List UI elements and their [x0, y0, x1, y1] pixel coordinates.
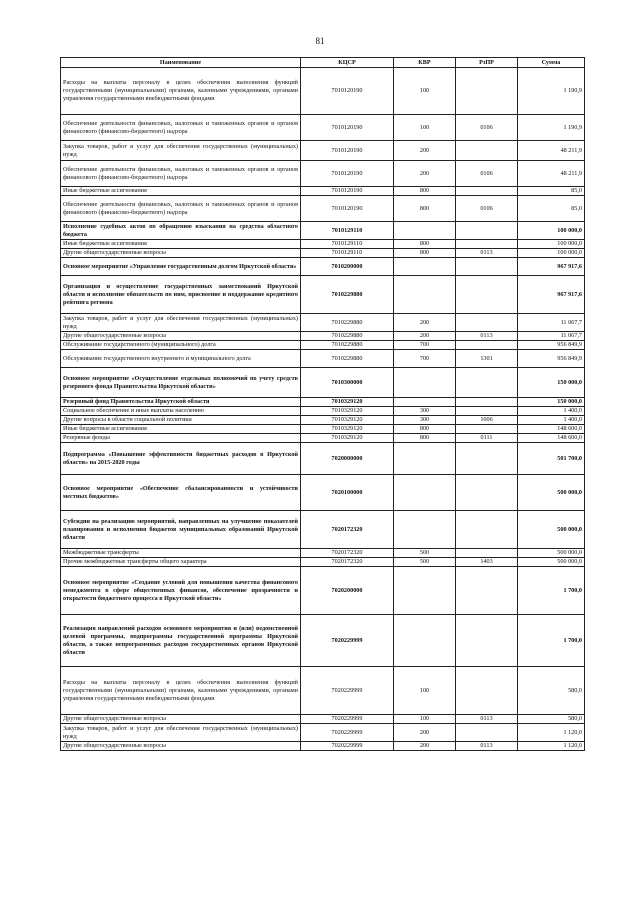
cell-kvr	[394, 511, 456, 549]
table-row	[61, 161, 585, 187]
cell-sum: 500 000,0	[518, 549, 585, 558]
cell-rzpr	[456, 276, 518, 314]
cell-sum: 11 067,7	[518, 332, 585, 341]
cell-rzpr	[456, 667, 518, 715]
cell-sum: 500 000,0	[518, 558, 585, 567]
table-row	[61, 742, 585, 751]
cell-kvr: 200	[394, 742, 456, 751]
table-row	[61, 425, 585, 434]
cell-name: Обеспечение деятельности финансовых, налоговых и таможенных органов и органов финансового (финансово-бюджетного) надзора	[61, 161, 301, 187]
cell-sum: 85,0	[518, 187, 585, 196]
table-row	[61, 314, 585, 332]
table-row	[61, 549, 585, 558]
table-row	[61, 240, 585, 249]
cell-rzpr: 1301	[456, 350, 518, 368]
cell-rzpr: 0113	[456, 332, 518, 341]
cell-sum: 500 000,0	[518, 511, 585, 549]
table-row	[61, 350, 585, 368]
cell-name: Подпрограмма «Повышение эффективности бюджетных расходов в Иркутской области» на 2015-2020 годы	[61, 443, 301, 475]
table-row	[61, 341, 585, 350]
cell-sum: 48 211,9	[518, 161, 585, 187]
table-body	[61, 68, 585, 751]
table-row	[61, 68, 585, 115]
col-header-rzpr: РзПР	[456, 58, 518, 68]
cell-sum: 100 000,0	[518, 222, 585, 240]
cell-kvr: 200	[394, 161, 456, 187]
cell-name: Обслуживание государственного (муниципального) долга	[61, 341, 301, 350]
cell-rzpr: 0106	[456, 196, 518, 222]
table-row	[61, 332, 585, 341]
cell-name: Другие вопросы в области социальной политики	[61, 416, 301, 425]
cell-sum: 967 917,6	[518, 276, 585, 314]
table-row	[61, 407, 585, 416]
cell-sum: 1 190,9	[518, 68, 585, 115]
cell-kvr: 500	[394, 558, 456, 567]
cell-kvr: 700	[394, 341, 456, 350]
table-row	[61, 567, 585, 615]
cell-sum: 100 000,0	[518, 240, 585, 249]
cell-rzpr	[456, 187, 518, 196]
cell-kcsr: 7020172320	[301, 511, 394, 549]
cell-kvr: 100	[394, 667, 456, 715]
table-row	[61, 416, 585, 425]
table-row	[61, 187, 585, 196]
cell-rzpr	[456, 398, 518, 407]
cell-name: Другие общегосударственные вопросы	[61, 332, 301, 341]
col-header-kcsr: КЦСР	[301, 58, 394, 68]
cell-kcsr: 7010300000	[301, 368, 394, 398]
page-number: 81	[315, 36, 325, 46]
table-row	[61, 115, 585, 141]
cell-name: Другие общегосударственные вопросы	[61, 742, 301, 751]
cell-sum: 48 211,9	[518, 141, 585, 161]
cell-name: Иные бюджетные ассигнования	[61, 425, 301, 434]
table-row	[61, 368, 585, 398]
cell-sum: 1 120,0	[518, 724, 585, 742]
cell-name: Обеспечение деятельности финансовых, налоговых и таможенных органов и органов финансового (финансово-бюджетного) надзора	[61, 196, 301, 222]
table-row	[61, 667, 585, 715]
cell-rzpr	[456, 425, 518, 434]
cell-sum: 150 000,0	[518, 398, 585, 407]
cell-kcsr: 7010120190	[301, 68, 394, 115]
cell-kcsr: 7010120190	[301, 187, 394, 196]
cell-kvr: 800	[394, 187, 456, 196]
cell-kcsr: 7020229999	[301, 667, 394, 715]
cell-kvr: 800	[394, 249, 456, 258]
cell-rzpr	[456, 443, 518, 475]
cell-kvr: 300	[394, 416, 456, 425]
cell-sum: 148 600,0	[518, 434, 585, 443]
cell-rzpr: 1403	[456, 558, 518, 567]
cell-name: Основное мероприятие «Обеспечение сбалансированности и устойчивости местных бюджетов»	[61, 475, 301, 511]
cell-sum: 1 190,9	[518, 115, 585, 141]
cell-kvr: 100	[394, 115, 456, 141]
cell-kcsr: 7010120190	[301, 196, 394, 222]
cell-name: Иные бюджетные ассигнования	[61, 187, 301, 196]
cell-kcsr: 7010329120	[301, 407, 394, 416]
cell-sum: 1 700,0	[518, 567, 585, 615]
cell-kcsr: 7010129110	[301, 249, 394, 258]
cell-kvr	[394, 443, 456, 475]
table-row	[61, 443, 585, 475]
cell-sum: 1 120,0	[518, 742, 585, 751]
cell-name: Основное мероприятие «Управление государственным долгом Иркутской области»	[61, 258, 301, 276]
cell-kcsr: 7010329120	[301, 425, 394, 434]
cell-name: Субсидии на реализацию мероприятий, направленных на улучшение показателей планирования и исполнения бюджетов муниципальных образований Иркутской области	[61, 511, 301, 549]
cell-rzpr	[456, 314, 518, 332]
cell-rzpr	[456, 615, 518, 667]
cell-rzpr: 0113	[456, 249, 518, 258]
cell-sum: 150 000,0	[518, 368, 585, 398]
cell-rzpr	[456, 68, 518, 115]
cell-kcsr: 7010229880	[301, 332, 394, 341]
cell-sum: 500 000,0	[518, 475, 585, 511]
cell-kcsr: 7010229880	[301, 276, 394, 314]
table-row	[61, 258, 585, 276]
cell-kvr: 800	[394, 434, 456, 443]
cell-name: Закупка товаров, работ и услуг для обеспечения государственных (муниципальных) нужд	[61, 724, 301, 742]
cell-name: Реализация направлений расходов основного мероприятия и (или) ведомственной целевой программы, подпрограммы государственной программы Иркутской области, а также непрограммных расходов государственных органов Иркутской области	[61, 615, 301, 667]
cell-name: Расходы на выплаты персоналу в целях обеспечения выполнения функций государственными (муниципальными) органами, казенными учреждениями, органами управления государственными внебюджетными фондами	[61, 667, 301, 715]
cell-kvr: 800	[394, 425, 456, 434]
table-row	[61, 615, 585, 667]
table-row	[61, 434, 585, 443]
cell-name: Иные бюджетные ассигнования	[61, 240, 301, 249]
cell-kcsr: 7010229880	[301, 341, 394, 350]
cell-kvr: 200	[394, 141, 456, 161]
cell-rzpr	[456, 549, 518, 558]
cell-kvr: 800	[394, 240, 456, 249]
cell-name: Прочие межбюджетные трансферты общего характера	[61, 558, 301, 567]
cell-kcsr: 7020229999	[301, 742, 394, 751]
cell-sum: 580,0	[518, 667, 585, 715]
cell-kcsr: 7010120190	[301, 161, 394, 187]
cell-kvr	[394, 276, 456, 314]
table-row	[61, 276, 585, 314]
cell-rzpr	[456, 222, 518, 240]
cell-rzpr: 0106	[456, 161, 518, 187]
cell-sum: 580,0	[518, 715, 585, 724]
cell-kcsr: 7010129110	[301, 222, 394, 240]
cell-sum: 1 400,0	[518, 416, 585, 425]
cell-kcsr: 7010120190	[301, 141, 394, 161]
col-header-sum: Сумма	[518, 58, 585, 68]
cell-kcsr: 7020229999	[301, 715, 394, 724]
table-row	[61, 558, 585, 567]
table-row	[61, 249, 585, 258]
cell-name: Закупка товаров, работ и услуг для обеспечения государственных (муниципальных) нужд	[61, 314, 301, 332]
cell-sum: 501 700,0	[518, 443, 585, 475]
table-row	[61, 222, 585, 240]
cell-kvr: 500	[394, 549, 456, 558]
cell-name: Расходы на выплаты персоналу в целях обеспечения выполнения функций государственными (муниципальными) органами, казенными учреждениями, органами управления государственными внебюджетными фондами	[61, 68, 301, 115]
cell-name: Основное мероприятие «Создание условий для повышения качества финансового менеджмента в сфере общественных финансов, обеспечение прозрачности и открытости бюджетного процесса в Иркутской области»	[61, 567, 301, 615]
cell-sum: 956 849,9	[518, 350, 585, 368]
cell-kcsr: 7010329120	[301, 416, 394, 425]
cell-kvr	[394, 368, 456, 398]
cell-rzpr: 0106	[456, 115, 518, 141]
table-row	[61, 398, 585, 407]
cell-name: Социальное обеспечение и иные выплаты населению	[61, 407, 301, 416]
cell-kcsr: 7020200000	[301, 567, 394, 615]
cell-kcsr: 7010229880	[301, 350, 394, 368]
cell-name: Обеспечение деятельности финансовых, налоговых и таможенных органов и органов финансового (финансово-бюджетного) надзора	[61, 115, 301, 141]
cell-kvr: 700	[394, 350, 456, 368]
cell-sum: 967 917,6	[518, 258, 585, 276]
cell-rzpr	[456, 724, 518, 742]
cell-kvr	[394, 222, 456, 240]
cell-rzpr	[456, 475, 518, 511]
cell-rzpr	[456, 258, 518, 276]
cell-kcsr: 7020229999	[301, 724, 394, 742]
cell-kcsr: 7010329120	[301, 434, 394, 443]
cell-name: Обслуживание государственного внутреннего и муниципального долга	[61, 350, 301, 368]
cell-rzpr: 0113	[456, 715, 518, 724]
cell-name: Основное мероприятие «Осуществление отдельных полномочий по учету средств резервного фонда Правительства Иркутской области»	[61, 368, 301, 398]
col-header-name: Наименование	[61, 58, 301, 68]
cell-rzpr	[456, 368, 518, 398]
table-row	[61, 475, 585, 511]
cell-kcsr: 7020000000	[301, 443, 394, 475]
cell-name: Межбюджетные трансферты	[61, 549, 301, 558]
cell-name: Другие общегосударственные вопросы	[61, 249, 301, 258]
cell-kvr: 200	[394, 314, 456, 332]
cell-rzpr	[456, 141, 518, 161]
cell-kcsr: 7020229999	[301, 615, 394, 667]
cell-kvr	[394, 567, 456, 615]
cell-sum: 11 067,7	[518, 314, 585, 332]
cell-rzpr	[456, 567, 518, 615]
cell-kvr: 200	[394, 332, 456, 341]
cell-sum: 956 849,9	[518, 341, 585, 350]
table-row	[61, 196, 585, 222]
cell-kcsr: 7010329120	[301, 398, 394, 407]
cell-name: Другие общегосударственные вопросы	[61, 715, 301, 724]
table-header-row	[61, 58, 585, 68]
cell-name: Резервные фонды	[61, 434, 301, 443]
cell-kvr: 100	[394, 715, 456, 724]
cell-sum: 1 400,0	[518, 407, 585, 416]
cell-sum: 100 000,0	[518, 249, 585, 258]
cell-kcsr: 7010129110	[301, 240, 394, 249]
cell-kvr	[394, 615, 456, 667]
cell-sum: 148 600,0	[518, 425, 585, 434]
budget-table	[60, 57, 585, 751]
cell-rzpr: 0113	[456, 742, 518, 751]
cell-sum: 85,0	[518, 196, 585, 222]
table-row	[61, 724, 585, 742]
cell-name: Исполнение судебных актов по обращению взыскания на средства областного бюджета	[61, 222, 301, 240]
cell-rzpr	[456, 511, 518, 549]
cell-kvr: 800	[394, 196, 456, 222]
cell-name: Резервный фонд Правительства Иркутской области	[61, 398, 301, 407]
cell-kcsr: 7020172320	[301, 549, 394, 558]
col-header-kvr: КВР	[394, 58, 456, 68]
cell-rzpr	[456, 341, 518, 350]
cell-kvr	[394, 258, 456, 276]
table-row	[61, 511, 585, 549]
cell-kcsr: 7010200000	[301, 258, 394, 276]
cell-kvr	[394, 475, 456, 511]
table-row	[61, 715, 585, 724]
cell-kvr: 100	[394, 68, 456, 115]
cell-kcsr: 7010120190	[301, 115, 394, 141]
cell-kcsr: 7020172320	[301, 558, 394, 567]
cell-kcsr: 7020100000	[301, 475, 394, 511]
cell-kvr	[394, 398, 456, 407]
cell-rzpr: 1006	[456, 416, 518, 425]
table-row	[61, 141, 585, 161]
cell-kvr: 200	[394, 724, 456, 742]
cell-kcsr: 7010229880	[301, 314, 394, 332]
cell-sum: 1 700,0	[518, 615, 585, 667]
cell-kvr: 300	[394, 407, 456, 416]
cell-rzpr	[456, 407, 518, 416]
cell-name: Закупка товаров, работ и услуг для обеспечения государственных (муниципальных) нужд	[61, 141, 301, 161]
cell-name: Организация и осуществление государственных заимствований Иркутской области и исполнение обязательств по ним, присвоение и поддержание кредитного рейтинга региона	[61, 276, 301, 314]
cell-rzpr	[456, 240, 518, 249]
cell-rzpr: 0111	[456, 434, 518, 443]
